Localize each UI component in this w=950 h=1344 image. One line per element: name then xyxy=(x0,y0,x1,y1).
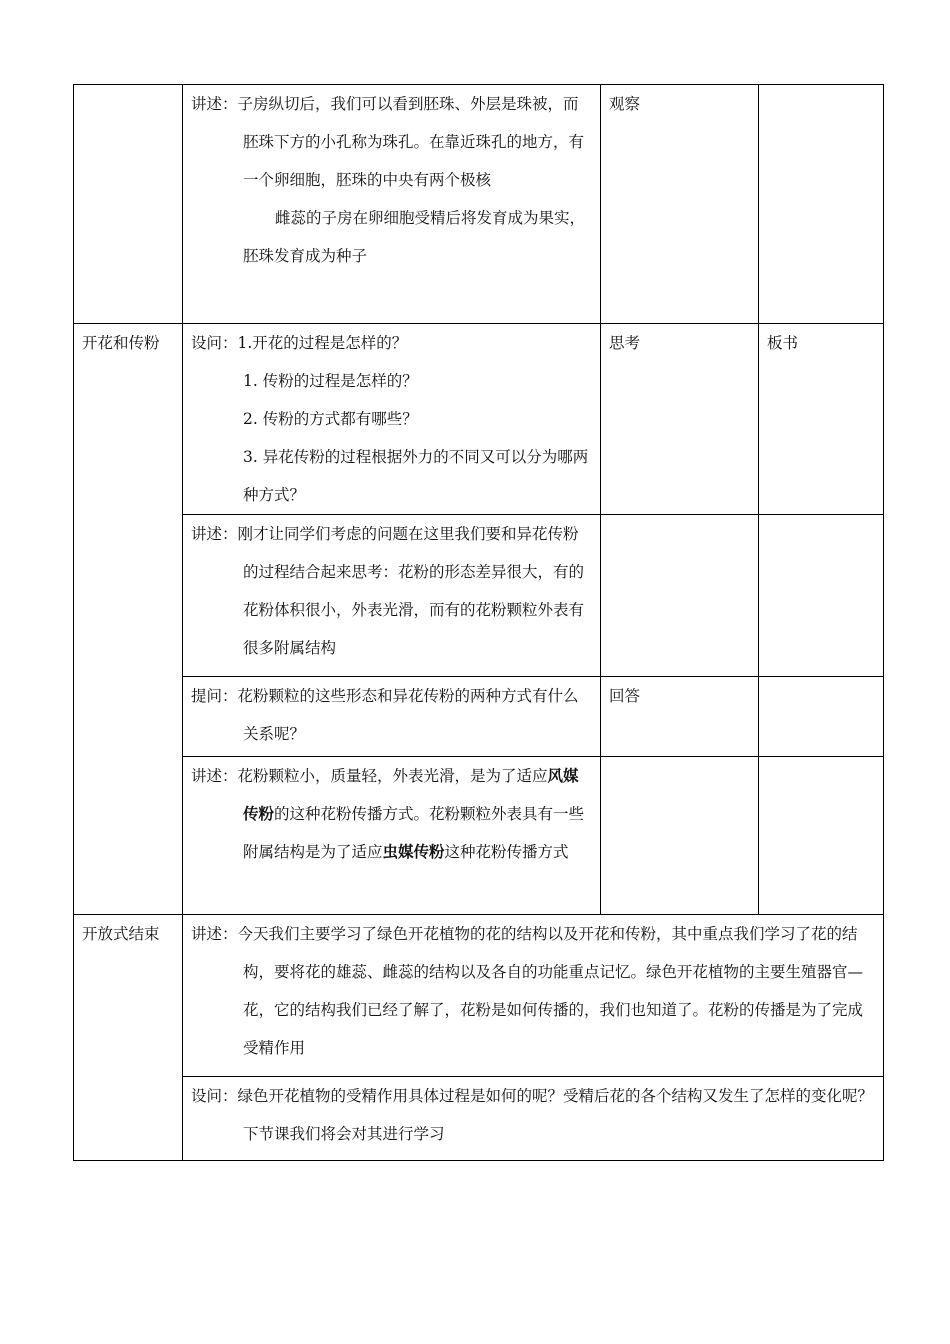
activity-text-2: 雌蕊的子房在卵细胞受精后将发育成为果实，胚珠发育成为种子 xyxy=(243,209,586,265)
student-activity-cell: 思考 xyxy=(601,324,759,515)
note-cell xyxy=(759,677,884,757)
teacher-activity-cell xyxy=(183,515,601,677)
activity-label: 设问： xyxy=(191,1087,238,1105)
note-cell xyxy=(759,85,884,324)
student-activity-cell xyxy=(601,757,759,915)
teacher-activity-cell xyxy=(183,85,601,324)
activity-text: 刚才让同学们考虑的问题在这里我们要和异花传粉的过程结合起来思考：花粉的形态差异很大，有的花粉体积很小，外表光滑，而有的花粉颗粒外表有很多附属结构 xyxy=(237,525,585,657)
student-activity-cell: 观察 xyxy=(601,85,759,324)
teacher-activity-cell xyxy=(183,677,601,757)
section-cell xyxy=(74,85,183,324)
teacher-activity-cell-wide xyxy=(183,1077,884,1161)
activity-text: 花粉颗粒的这些形态和异花传粉的两种方式有什么关系呢？ xyxy=(237,687,579,743)
question-0: 1.开花的过程是怎样的？ xyxy=(237,334,408,352)
activity-label: 设问： xyxy=(191,334,238,352)
table-row xyxy=(74,515,884,677)
teacher-activity-cell-wide xyxy=(183,915,884,1077)
question-2: 2. 传粉的方式都有哪些？ xyxy=(243,410,418,428)
table-row xyxy=(74,677,884,757)
note-cell xyxy=(759,757,884,915)
bold-term-insect-pollination: 虫媒传粉 xyxy=(382,842,445,861)
student-activity-cell xyxy=(601,515,759,677)
table-row xyxy=(74,915,884,1077)
section-cell: 开花和传粉 xyxy=(74,324,183,915)
lesson-plan-table xyxy=(73,84,884,1161)
section-cell: 开放式结束 xyxy=(74,915,183,1161)
question-3: 3. 异花传粉的过程根据外力的不同又可以分为哪两种方式？ xyxy=(243,448,589,504)
activity-label: 提问： xyxy=(191,687,238,705)
student-activity-cell: 回答 xyxy=(601,677,759,757)
table-row xyxy=(74,85,884,324)
note-cell: 板书 xyxy=(759,324,884,515)
activity-label: 讲述： xyxy=(191,925,238,943)
table-row xyxy=(74,324,884,515)
activity-text-part-2: 的这种花粉传播方式。花粉颗粒外表具有一些附属结构是为了适应 xyxy=(243,805,585,861)
table-row xyxy=(74,1077,884,1161)
teacher-activity-cell xyxy=(183,324,601,515)
question-1: 1. 传粉的过程是怎样的？ xyxy=(243,372,418,390)
activity-label: 讲述： xyxy=(191,767,238,785)
note-cell xyxy=(759,515,884,677)
teacher-activity-cell xyxy=(183,757,601,915)
activity-label: 讲述： xyxy=(191,95,238,113)
activity-text-part-1: 花粉颗粒小，质量轻，外表光滑，是为了适应 xyxy=(237,767,548,785)
activity-text: 绿色开花植物的受精作用具体过程是如何的呢？受精后花的各个结构又发生了怎样的变化呢？下节课我们将会对其进行学习 xyxy=(237,1087,874,1143)
activity-text-part-3: 这种花粉传播方式 xyxy=(444,843,569,861)
activity-label: 讲述： xyxy=(191,525,238,543)
activity-text: 今天我们主要学习了绿色开花植物的花的结构以及开花和传粉，其中重点我们学习了花的结构，要将花的雄蕊、雌蕊的结构以及各自的功能重点记忆。绿色开花植物的主要生殖器官—花，它的结构我们已经了解了，花粉是如何传播的，我们也知道了。花粉的传播是为了完成受精作用 xyxy=(237,925,864,1057)
table-row xyxy=(74,757,884,915)
activity-text: 子房纵切后，我们可以看到胚珠、外层是珠被，而胚珠下方的小孔称为珠孔。在靠近珠孔的地方，有一个卵细胞，胚珠的中央有两个极核 xyxy=(237,95,585,189)
bold-term-wind-pollination: 风媒传粉 xyxy=(243,766,579,823)
